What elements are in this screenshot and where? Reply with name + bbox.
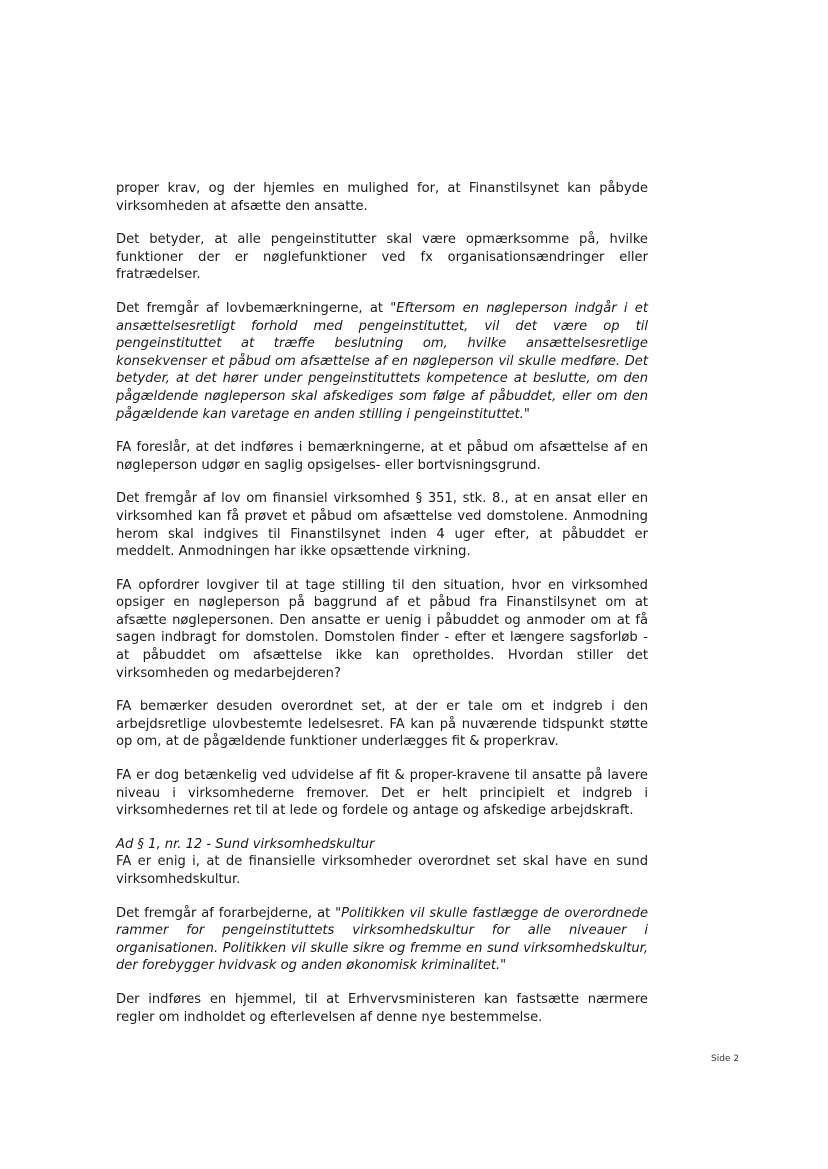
paragraph-10-quote: "Politikken vil skulle fastlægge de overordnede rammer for pengeinstituttets virksomhedskultur for alle niveauer i organisationen. Politikken vil skulle sikre og fremme en sund virksomhedskultur, der forebygger hvidvask og anden økonomisk kriminalitet." [116, 905, 649, 974]
paragraph-3-quote: "Eftersom en nøgleperson indgår i et ansættelsesretligt forhold med pengeinstituttet, vil det være op til pengeinstituttet at træffe beslutning om, hvilke ansættelsesretlige konsekvenser et påbud om afsættelse af en nøgleperson vil skulle medføre. Det betyder, at det hører under pengeinstituttets kompetence at beslutte, om den pågældende nøgleperson skal afskediges som følge af påbuddet, eller om den pågældende kan varetage en anden stilling i pengeinstituttet." [116, 300, 648, 422]
paragraph-9: FA er enig i, at de finansielle virksomheder overordnet set skal have en sund virksomhedskultur. [116, 854, 648, 887]
paragraph-10 [116, 905, 648, 975]
paragraph-7: FA bemærker desuden overordnet set, at der er tale om et indgreb i den arbejdsretlige ulovbestemte ledelsesret. FA kan på nuværende tidspunkt støtte op om, at de pågældende funktioner underlægges fit & properkrav. [116, 699, 648, 750]
page-number: Side 2 [711, 1054, 740, 1064]
paragraph-3 [116, 300, 648, 423]
body-text [116, 180, 648, 1042]
paragraph-5: Det fremgår af lov om finansiel virksomhed § 351, stk. 8., at en ansat eller en virksomhed kan få prøvet et påbud om afsættelse ved domstolene. Anmodning herom skal indgives til Finanstilsynet inden 4 uger efter, at påbuddet er meddelt. Anmodningen har ikke opsættende virkning. [116, 491, 648, 560]
section-heading: Ad § 1, nr. 12 - Sund virksomhedskultur [116, 836, 375, 852]
paragraph-1: proper krav, og der hjemles en mulighed for, at Finanstilsynet kan påbyde virksomheden at afsætte den ansatte. [116, 181, 648, 214]
paragraph-4: FA foreslår, at det indføres i bemærkningerne, at et påbud om afsættelse af en nøgleperson udgør en saglig opsigelses- eller bortvisningsgrund. [116, 440, 648, 473]
paragraph-10-intro: Det fremgår af forarbejderne, at [116, 905, 336, 921]
paragraph-6: FA opfordrer lovgiver til at tage stilling til den situation, hvor en virksomhed opsiger en nøgleperson på baggrund af et påbud fra Finanstilsynet om at afsætte nøglepersonen. Den ansatte er uenig i påbuddet og anmoder om at få sagen indbragt for domstolen. Domstolen finder - efter et længere sagsforløb - at påbuddet om afsættelse ikke kan opretholdes. Hvordan stiller det virksomheden og medarbejderen? [116, 577, 648, 681]
paragraph-11: Der indføres en hjemmel, til at Erhvervsministeren kan fastsætte nærmere regler om indholdet og efterlevelsen af denne nye bestemmelse. [116, 991, 648, 1025]
paragraph-8: FA er dog betænkelig ved udvidelse af fit & proper-kravene til ansatte på lavere niveau i virksomhederne fremover. Det er helt principielt et indgreb i virksomhedernes ret til at lede og fordele og antage og afskedige arbejdskraft. [116, 768, 648, 819]
paragraph-2: Det betyder, at alle pengeinstitutter skal være opmærksomme på, hvilke funktioner der er nøglefunktioner ved fx organisationsændringer eller fratrædelser. [116, 232, 648, 283]
paragraph-3-intro: Det fremgår af lovbemærkningerne, at [116, 300, 391, 316]
